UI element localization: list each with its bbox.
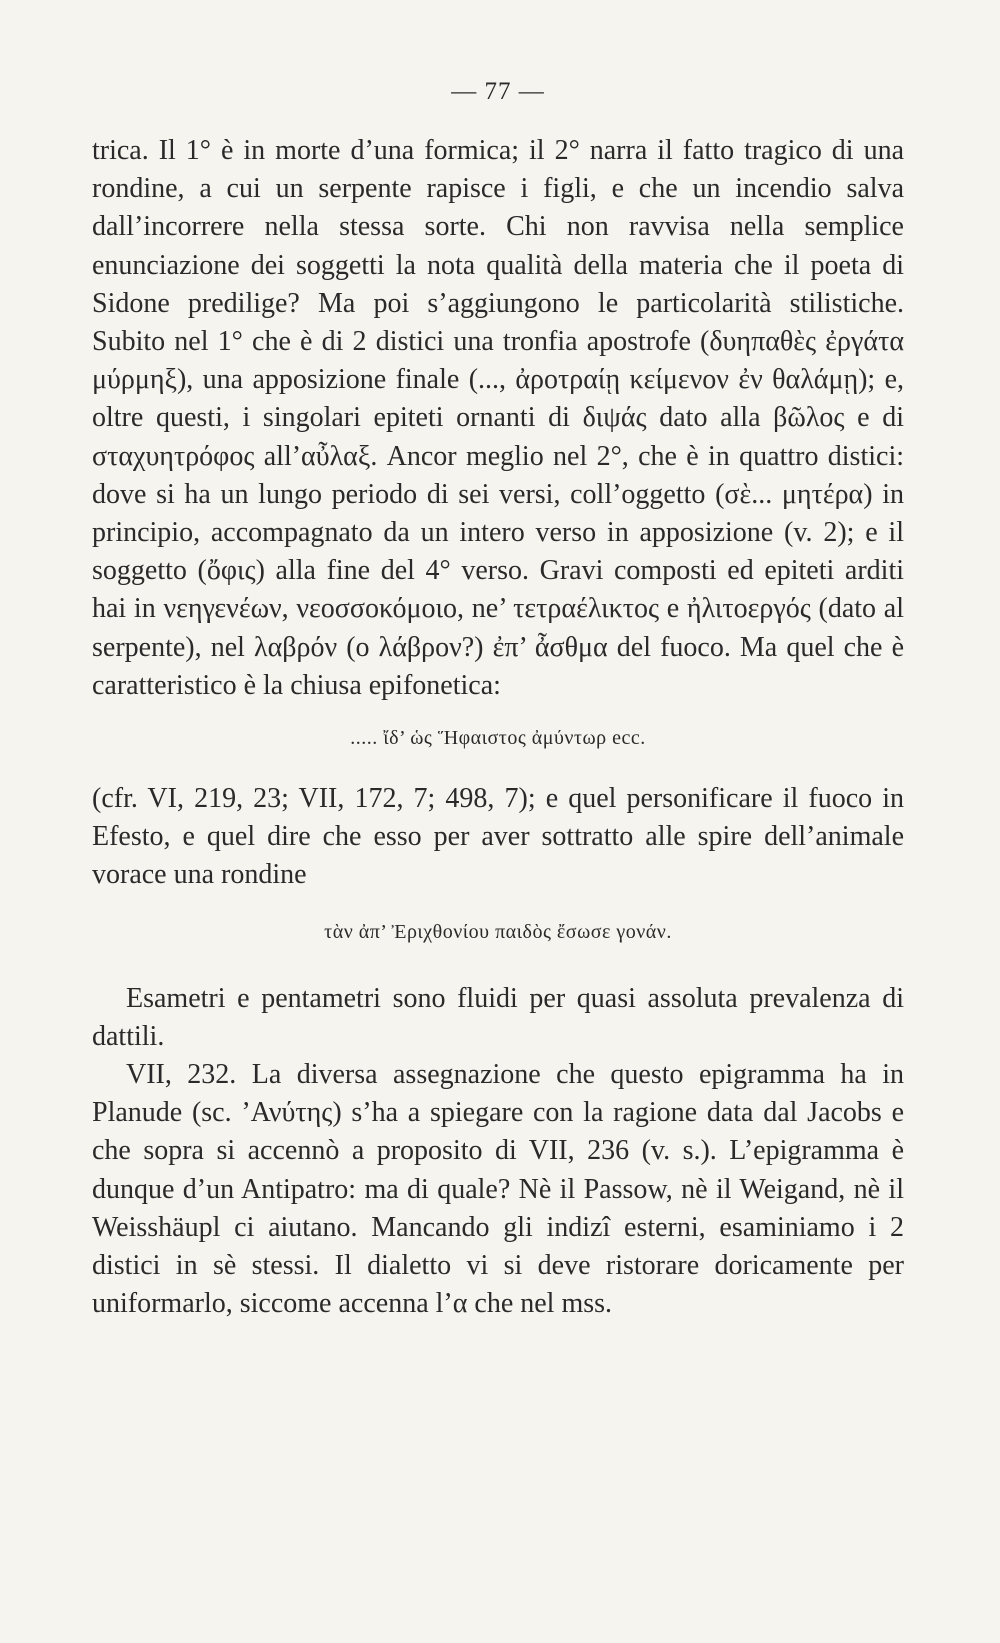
paragraph-continuation: trica. Il 1° è in morte d’una formica; il 2° narra il fatto tragico di una rondine, a cui un serpente rapisce i figli, e che un incendio salva dall’incorrere nella stessa sorte. Chi non ravvisa nella semplice enunciazione dei soggetti la nota qualità della materia che il poeta di Sidone predilige? Ma poi s’aggiungono le particolarità stilistiche. Subito nel 1° che è di 2 distici una tronfia apostrofe (δυηπαθὲς ἐργάτα μύρμηξ), una apposizione finale (..., ἀροτραίῃ κείμενον ἐν θαλάμῃ); e, oltre questi, i singolari epiteti ornanti di διψάς dato alla βῶλος e di σταχυητρόφος all’αὖλαξ. Ancor meglio nel 2°, che è in quattro distici: dove si ha un lungo periodo di sei versi, coll’oggetto (σὲ... μητέρα) in principio, accompagnato da un intero verso in apposizione (v. 2); e il soggetto (ὄφις) alla fine del 4° verso. Gravi composti ed epiteti arditi hai in νεηγενέων, νεοσσοκόμοιο, ne’ τετραέλικτος e ἠλιτοεργός (dato al serpente), nel λαβρόν (o λάβρον?) ἐπ’ ἆσθμα del fuoco. Ma quel che è caratteristico è la chiusa epifonetica: (92, 135, 904, 701)
paragraph-epigram-232: VII, 232. La diversa assegnazione che questo epigramma ha in Planude (sc. ’Ανύτης) s’ha a spiegare con la ragione data dal Jacobs e che sopra si accennò a proposito di VII, 236 (v. s.). L’epigramma è dunque d’un Antipatro: ma di quale? Nè il Passow, nè il Weigand, nè il Weisshäupl ci aiutano. Mancando gli indizî esterni, esaminiamo i 2 distici in sè stessi. Il dialetto vi si deve ristorare doricamente per uniformarlo, siccome accenna l’α che nel mss. (92, 1059, 904, 1320)
page-number: — 77 — (451, 78, 545, 105)
paragraph-meter: Esametri e pentametri sono fluidi per quasi assoluta prevalenza di dattili. (92, 982, 904, 1052)
quote-erichthonius-verse: τὰν ἀπ’ Ἐριχθονίου παιδὸς ἔσωσε γονάν. (324, 920, 672, 943)
quote-hephaestus-verse: ..... ἴδ’ ὡς Ἥφαιστος ἀμύντωρ ecc. (350, 727, 646, 750)
paragraph-citation: (cfr. VI, 219, 23; VII, 172, 7; 498, 7); e quel personificare il fuoco in Efesto, e quel dire che esso per aver sottratto alle spire dell’animale vorace una rondine (92, 783, 904, 891)
